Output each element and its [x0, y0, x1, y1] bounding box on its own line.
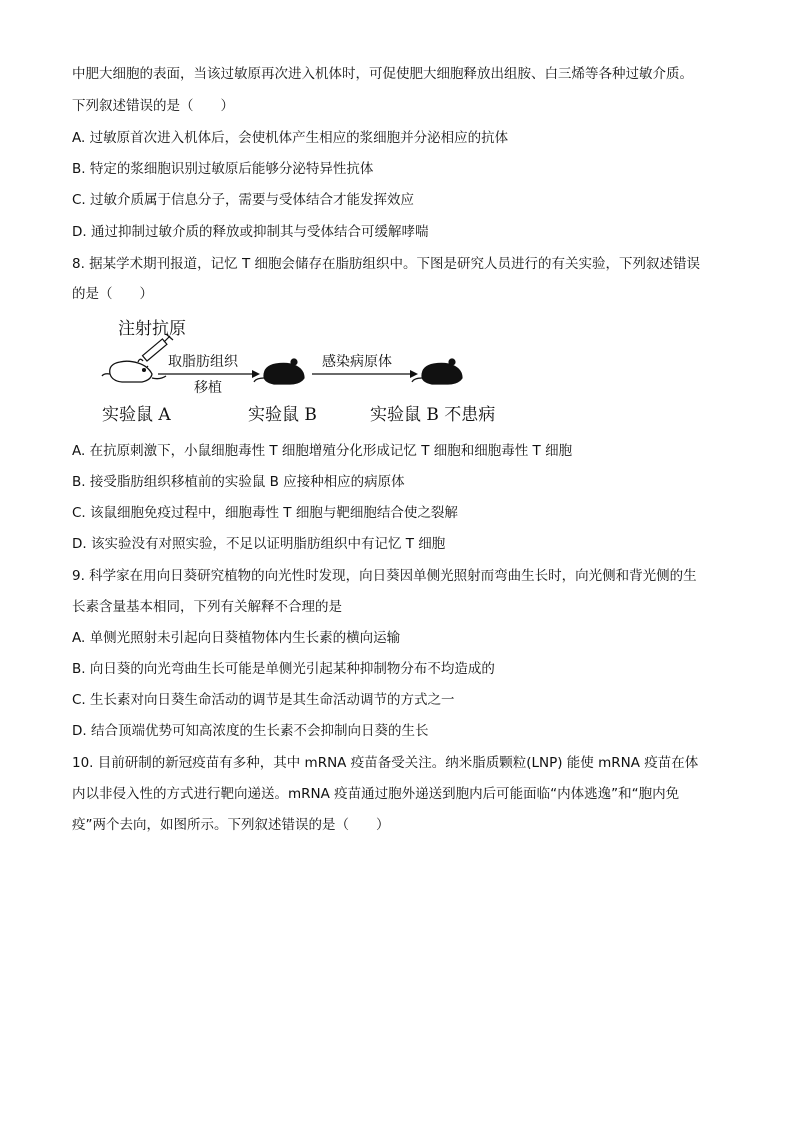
arrow1-head-icon	[252, 370, 260, 378]
q8-option-c: C. 该鼠细胞免疫过程中，细胞毒性 T 细胞与靶细胞结合使之裂解	[72, 505, 458, 521]
mouse-b-result-icon	[412, 359, 462, 384]
q8-option-d: D. 该实验没有对照实验，不足以证明脂肪组织中有记忆 T 细胞	[72, 536, 446, 552]
q10-stem-line1: 10. 目前研制的新冠疫苗有多种，其中 mRNA 疫苗备受关注。纳米脂质颗粒(LNP) 能使 mRNA 疫苗在体	[72, 755, 699, 771]
mouse-a-icon	[102, 359, 166, 382]
q7-option-c: C. 过敏介质属于信息分子，需要与受体结合才能发挥效应	[72, 192, 415, 208]
q8-option-b: B. 接受脂肪组织移植前的实验鼠 B 应接种相应的病原体	[72, 474, 405, 490]
q7-stem-continued: 中肥大细胞的表面，当该过敏原再次进入机体时，可促使肥大细胞释放出组胺、白三烯等各种过敏介质。	[72, 66, 693, 82]
q9-stem-line1: 9. 科学家在用向日葵研究植物的向光性时发现，向日葵因单侧光照射而弯曲生长时，向光侧和背光侧的生	[72, 568, 697, 584]
q8-option-a: A. 在抗原刺激下，小鼠细胞毒性 T 细胞增殖分化形成记忆 T 细胞和细胞毒性 T 细胞	[72, 443, 573, 459]
q8-figure-svg	[96, 316, 526, 428]
inject-antigen-label: 注射抗原	[118, 319, 186, 339]
q8-stem-line2: 的是（ ）	[72, 286, 153, 302]
q9-option-d: D. 结合顶端优势可知高浓度的生长素不会抑制向日葵的生长	[72, 723, 429, 739]
q9-option-c: C. 生长素对向日葵生命活动的调节是其生命活动调节的方式之一	[72, 692, 455, 708]
q9-stem-line2: 长素含量基本相同，下列有关解释不合理的是	[72, 599, 342, 615]
q8-stem-line1: 8. 据某学术期刊报道，记忆 T 细胞会储存在脂肪组织中。下图是研究人员进行的有关实验，下列叙述错误	[72, 256, 700, 272]
arrow1-bottom-label: 移植	[194, 380, 222, 396]
q7-question: 下列叙述错误的是（ ）	[72, 98, 234, 114]
arrow2-top-label: 感染病原体	[322, 354, 392, 370]
q10-stem-line2: 内以非侵入性的方式进行靶向递送。mRNA 疫苗通过胞外递送到胞内后可能面临“内体逃逸”和“胞内免	[72, 786, 680, 802]
arrow2-head-icon	[410, 370, 418, 378]
q7-option-d: D. 通过抑制过敏介质的释放或抑制其与受体结合可缓解哮喘	[72, 224, 429, 240]
mouse-b-result-label: 实验鼠 B 不患病	[370, 405, 496, 425]
mouse-a-label: 实验鼠 A	[102, 405, 171, 425]
q7-option-a: A. 过敏原首次进入机体后，会使机体产生相应的浆细胞并分泌相应的抗体	[72, 130, 509, 146]
arrow1-top-label: 取脂肪组织	[168, 354, 238, 370]
q10-stem-line3: 疫”两个去向，如图所示。下列叙述错误的是（ ）	[72, 817, 390, 833]
q9-option-a: A. 单侧光照射未引起向日葵植物体内生长素的横向运输	[72, 630, 401, 646]
q9-option-b: B. 向日葵的向光弯曲生长可能是单侧光引起某种抑制物分布不均造成的	[72, 661, 495, 677]
q7-option-b: B. 特定的浆细胞识别过敏原后能够分泌特异性抗体	[72, 161, 374, 177]
mouse-b-label: 实验鼠 B	[248, 405, 317, 425]
mouse-b-icon	[254, 359, 304, 384]
q8-experiment-figure	[96, 316, 526, 428]
